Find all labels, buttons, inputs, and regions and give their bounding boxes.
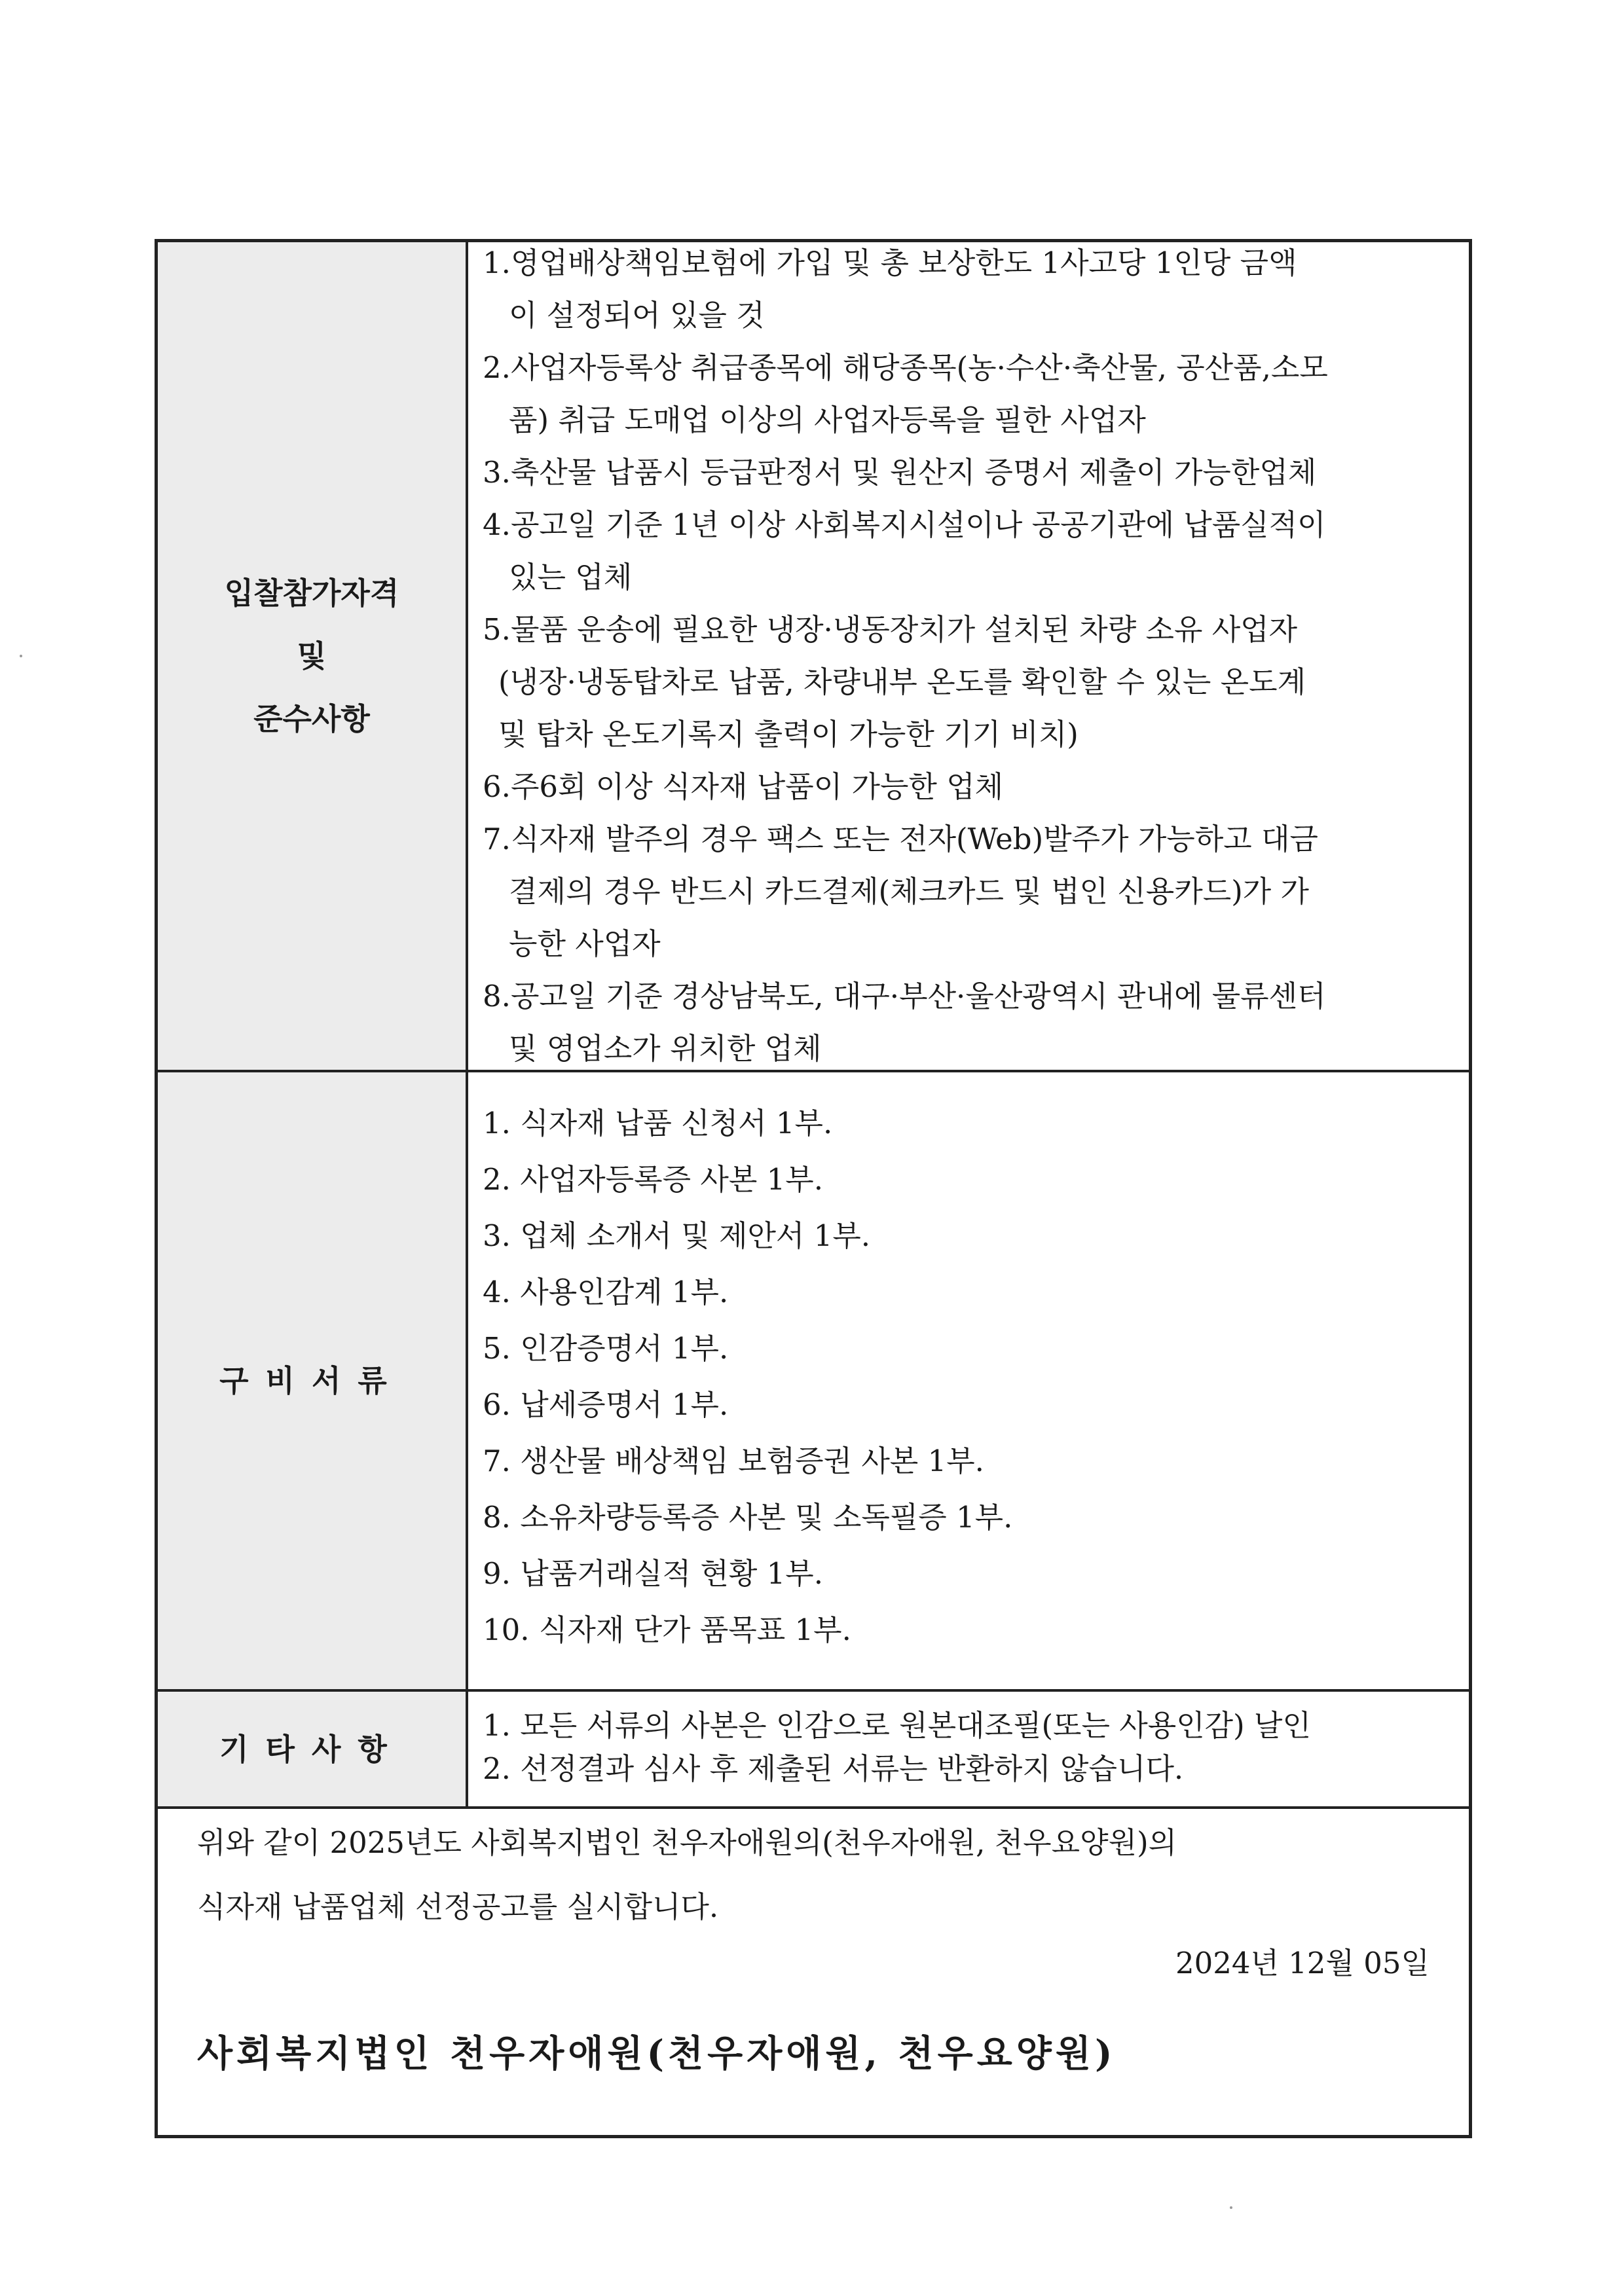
qualification-item — [483, 970, 1461, 1075]
item-text-continued: 있는 업체 — [509, 560, 633, 594]
etc-label-text: 기타사항 — [219, 1731, 404, 1767]
item-number: 2. — [483, 350, 511, 385]
etc-content — [468, 1692, 1469, 1806]
etc-item: 2. 선정결과 심사 후 제출된 서류는 반환하지 않습니다. — [483, 1751, 1184, 1786]
qualification-item — [483, 237, 1461, 342]
item-text: 공고일 기준 경상남북도, 대구·부산·울산광역시 관내에 물류센터 — [510, 979, 1326, 1013]
scan-speck — [20, 655, 22, 657]
etc-row — [158, 1692, 1469, 1809]
document-item: 4. 사용인감계 1부. — [483, 1275, 729, 1309]
documents-label — [158, 1072, 468, 1689]
item-text-continued: 이 설정되어 있을 것 — [509, 298, 765, 333]
qualification-item — [483, 761, 1461, 813]
documents-label-text: 구비서류 — [219, 1363, 404, 1398]
item-text: 공고일 기준 1년 이상 사회복지시설이나 공공기관에 납품실적이 — [510, 507, 1326, 542]
item-number: 8. — [483, 979, 511, 1013]
item-number: 7. — [483, 822, 511, 856]
document-item: 6. 납세증명서 1부. — [483, 1387, 729, 1422]
item-text-continued: (냉장·냉동탑차로 납품, 차량내부 온도를 확인할 수 있는 온도계 — [498, 665, 1306, 699]
qualification-label — [158, 242, 468, 1070]
item-text-continued: 및 영업소가 위치한 업체 — [509, 1031, 822, 1066]
scan-speck — [1230, 2206, 1232, 2209]
qualification-content — [468, 242, 1469, 1070]
item-text-continued: 품) 취급 도매업 이상의 사업자등록을 필한 사업자 — [509, 403, 1146, 437]
footer-statement-line: 위와 같이 2025년도 사회복지법인 천우자애원의(천우자애원, 천우요양원)의 — [197, 1825, 1177, 1860]
item-text: 물품 운송에 필요한 냉장·냉동장치가 설치된 차량 소유 사업자 — [510, 612, 1298, 647]
organization-name: 사회복지법인 천우자애원(천우자애원, 천우요양원) — [197, 2032, 1116, 2075]
notice-table — [155, 239, 1472, 2138]
documents-row — [158, 1072, 1469, 1692]
footer-date: 2024년 12월 05일 — [1175, 1946, 1430, 1980]
qualification-item — [483, 604, 1461, 761]
item-text: 사업자등록상 취급종목에 해당종목(농·수산·축산물, 공산품,소모 — [510, 350, 1328, 385]
document-item: 1. 식자재 납품 신청서 1부. — [483, 1106, 833, 1140]
item-number: 5. — [483, 612, 511, 647]
qualification-label-line: 준수사항 — [253, 701, 370, 737]
item-text: 영업배상책임보험에 가입 및 총 보상한도 1사고당 1인당 금액 — [510, 246, 1297, 280]
document-item: 8. 소유차량등록증 사본 및 소독필증 1부. — [483, 1500, 1013, 1535]
qualification-item — [483, 813, 1461, 970]
item-text: 축산물 납품시 등급판정서 및 원산지 증명서 제출이 가능한업체 — [510, 455, 1317, 490]
qualification-label-line: 입찰참가자격 — [224, 575, 399, 611]
item-number: 1. — [483, 246, 511, 280]
document-item: 7. 생산물 배상책임 보험증권 사본 1부. — [483, 1444, 984, 1478]
item-text: 식자재 발주의 경우 팩스 또는 전자(Web)발주가 가능하고 대금 — [510, 822, 1319, 856]
qualification-item — [483, 499, 1461, 604]
document-item: 3. 업체 소개서 및 제안서 1부. — [483, 1218, 871, 1253]
footer-statement-line: 식자재 납품업체 선정공고를 실시합니다. — [197, 1889, 719, 1924]
document-item: 5. 인감증명서 1부. — [483, 1331, 729, 1366]
item-text-continued: 결제의 경우 반드시 카드결제(체크카드 및 법인 신용카드)가 가 — [509, 874, 1309, 909]
etc-item: 1. 모든 서류의 사본은 인감으로 원본대조필(또는 사용인감) 날인 — [483, 1708, 1311, 1743]
documents-content — [468, 1072, 1469, 1689]
document-item: 9. 납품거래실적 현황 1부. — [483, 1556, 824, 1591]
item-number: 3. — [483, 455, 511, 490]
document-item: 10. 식자재 단가 품목표 1부. — [483, 1613, 851, 1647]
item-text-continued: 능한 사업자 — [509, 926, 661, 961]
qualification-item — [483, 342, 1461, 446]
footer-section — [158, 1809, 1469, 2135]
qualification-label-line: 및 — [297, 638, 327, 674]
item-text-continued: 및 탑차 온도기록지 출력이 가능한 기기 비치) — [498, 717, 1079, 752]
etc-label — [158, 1692, 468, 1806]
qualification-row — [158, 242, 1469, 1072]
qualification-item — [483, 446, 1461, 499]
item-number: 6. — [483, 769, 511, 804]
document-item: 2. 사업자등록증 사본 1부. — [483, 1162, 824, 1197]
item-number: 4. — [483, 507, 511, 542]
item-text: 주6회 이상 식자재 납품이 가능한 업체 — [510, 769, 1004, 804]
